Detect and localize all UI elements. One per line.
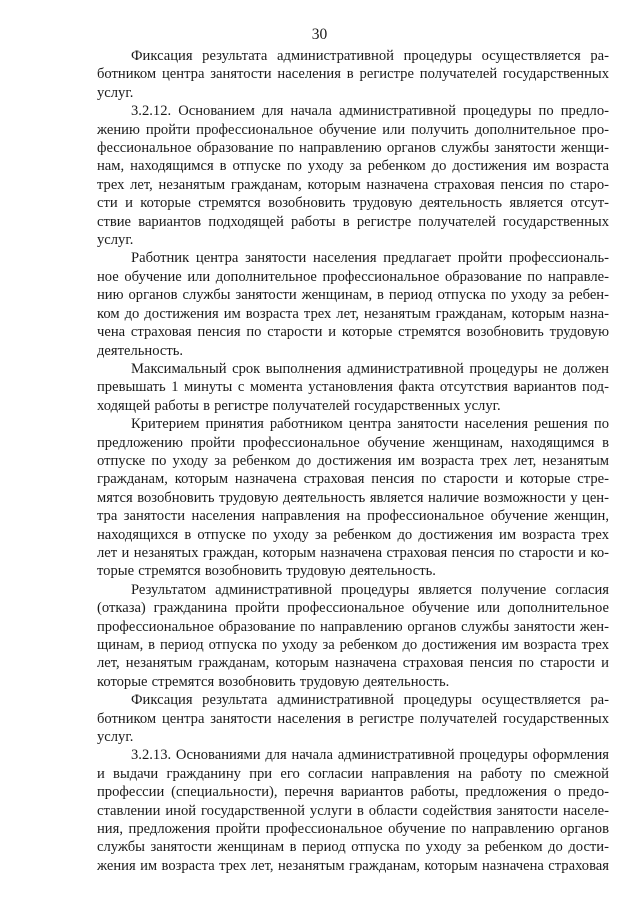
page-number: 30 [311,26,328,43]
body-text [97,47,609,875]
paragraph-employee-offer: Работник центра занятости населения предлагает пройти профессиональное обучение или дополнительное профессиональное образование по направлению органов службы занятости женщинам, в период отпуска по уходу за ребенком до достижения им возраста трех лет, незанятым гражданам, которым назначена страховая пенсия по старости и которые стремятся возобновить трудовую деятельность. [97,250,609,359]
paragraph-3-2-12: 3.2.12. Основанием для начала административной процедуры по предложению пройти профессиональное обучение или получить дополнительное профессиональное образование по направлению органов службы занятости женщинам, находящимся в отпуске по уходу за ребенком до достижения им возраста трех лет, незанятым гражданам, которым назначена страховая пенсия по старости и которые стремятся возобновить трудовую деятельность является отсутствие вариантов подходящей работы в регистре получателей государственных услуг. [97,103,609,249]
paragraph-fixation-result-2: Фиксация результата административной процедуры осуществляется работником центра занятости населения в регистре получателей государственных услуг. [97,692,609,746]
paragraph-3-2-13: 3.2.13. Основаниями для начала административной процедуры оформления и выдачи гражданину при его согласии направления на работу по смежной профессии (специальности), перечня вариантов работы, предложения о предоставлении иной государственной услуги в области содействия занятости населения, предложения пройти профессиональное обучение по направлению органов службы занятости женщинам в период отпуска по уходу за ребенком до достижения им возраста трех лет, незанятым гражданам, которым назначена страховая [97,747,609,874]
paragraph-fixation-result-1: Фиксация результата административной процедуры осуществляется работником центра занятости населения в регистре получателей государственных услуг. [97,48,609,101]
paragraph-procedure-result: Результатом административной процедуры является получение согласия (отказа) гражданина пройти профессиональное обучение или дополнительное профессиональное образование по направлению органов службы занятости женщинам, в период отпуска по уходу за ребенком до достижения им возраста трех лет, незанятым гражданам, которым назначена страховая пенсия по старости и которые стремятся возобновить трудовую деятельность. [97,581,609,690]
paragraph-max-duration: Максимальный срок выполнения административной процедуры не должен превышать 1 минуты с момента установления факта отсутствия вариантов подходящей работы в регистре получателей государственных услуг. [97,360,609,414]
paragraph-decision-criterion: Критерием принятия работником центра занятости населения решения по предложению пройти профессиональное обучение женщинам, находящимся в отпуске по уходу за ребенком до достижения им возраста трех лет, незанятым гражданам, которым назначена страховая пенсия по старости и которые стремятся возобновить трудовую деятельность является наличие возможности у центра занятости населения направления на профессиональное обучение женщин, находящихся в отпуске по уходу за ребенком до достижения им возраста трех лет и незанятых граждан, которым назначена страховая пенсия по старости и которые стремятся возобновить трудовую деятельность. [97,416,609,580]
